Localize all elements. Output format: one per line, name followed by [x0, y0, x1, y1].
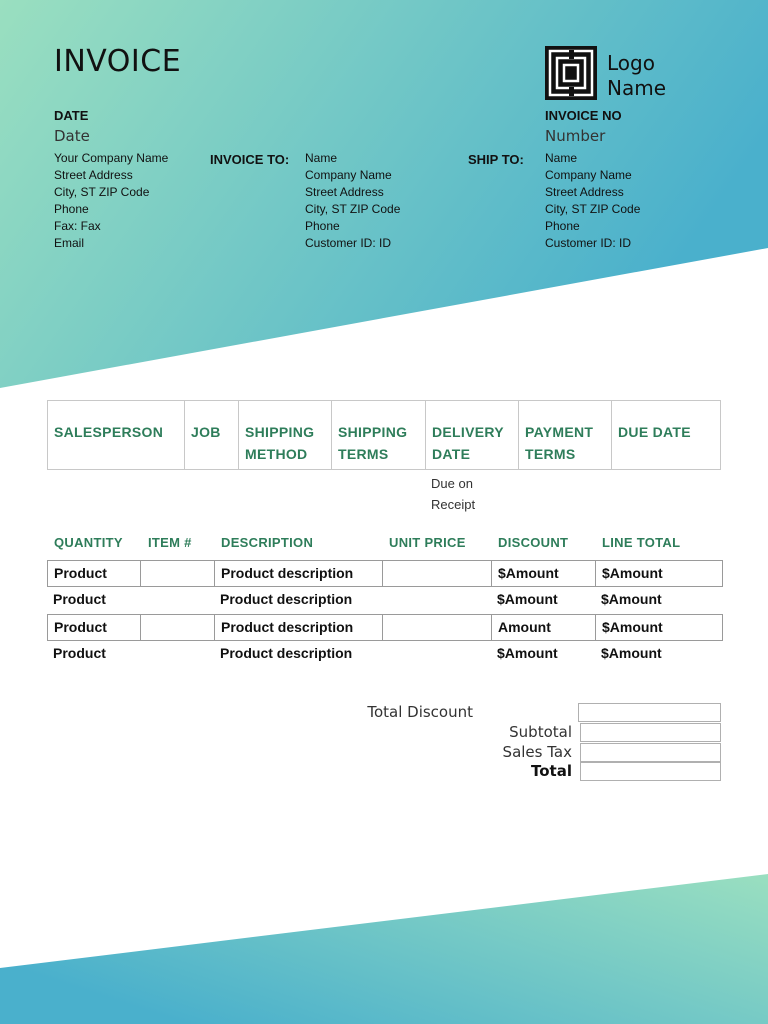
- row-line-total: $Amount: [602, 565, 663, 581]
- ship-to-city: City, ST ZIP Code: [545, 202, 641, 216]
- order-info-table: [47, 400, 721, 470]
- row-unit-price: [382, 641, 491, 666]
- info-header-shipping-method: SHIPPING METHOD: [239, 401, 332, 469]
- row-discount: $Amount: [497, 591, 558, 607]
- total-label: Total: [531, 762, 572, 780]
- items-header-description: DESCRIPTION: [221, 535, 314, 550]
- table-row: [47, 560, 723, 587]
- row-description: Product description: [215, 615, 383, 640]
- invoice-to-city: City, ST ZIP Code: [305, 202, 401, 216]
- table-row: [47, 587, 723, 614]
- bottom-gradient-band: [0, 874, 768, 1024]
- row-item-number: [140, 587, 214, 612]
- logo-maze-icon: [545, 46, 597, 100]
- ship-to-phone: Phone: [545, 219, 580, 233]
- table-row: [47, 614, 723, 641]
- row-quantity: Product: [48, 615, 141, 640]
- date-value: Date: [54, 127, 90, 145]
- info-header-salesperson: SALESPERSON: [48, 401, 185, 469]
- company-email: Email: [54, 236, 85, 250]
- row-item-number: [141, 561, 215, 586]
- page-title: INVOICE: [54, 44, 182, 79]
- row-line-total: $Amount: [601, 645, 662, 661]
- company-name: Your Company Name: [54, 151, 169, 165]
- row-line-total: $Amount: [601, 591, 662, 607]
- row-description: Product description: [215, 561, 383, 586]
- payment-terms-value: Due on Receipt: [431, 476, 476, 512]
- company-street: Street Address: [54, 168, 133, 182]
- row-unit-price: [382, 587, 491, 612]
- date-label: DATE: [54, 108, 89, 123]
- row-quantity: Product: [53, 645, 106, 661]
- row-discount: $Amount: [497, 645, 558, 661]
- company-phone: Phone: [54, 202, 89, 216]
- subtotal-label: Subtotal: [509, 723, 572, 741]
- items-header-unit-price: UNIT PRICE: [389, 535, 466, 550]
- total-value: [580, 762, 721, 781]
- table-row: [47, 641, 723, 668]
- row-quantity: Product: [53, 591, 106, 607]
- sales-tax-value: [580, 743, 721, 762]
- ship-to-name: Name: [545, 151, 578, 165]
- total-discount-value: [578, 703, 721, 722]
- items-header-item-number: ITEM #: [148, 535, 192, 550]
- ship-to-label: SHIP TO:: [468, 152, 524, 167]
- invoice-no-label: INVOICE NO: [545, 108, 622, 123]
- invoice-no-value: Number: [545, 127, 606, 145]
- ship-to-street: Street Address: [545, 185, 624, 199]
- row-discount: $Amount: [492, 561, 596, 586]
- info-header-due-date: DUE DATE: [618, 424, 691, 440]
- info-header-delivery-date: DELIVERY DATE: [426, 401, 519, 469]
- ship-to-block: [545, 150, 640, 252]
- row-description: Product description: [220, 591, 353, 607]
- total-discount-label: Total Discount: [367, 703, 473, 721]
- invoice-to-block: [305, 150, 400, 252]
- row-item-number: [141, 615, 215, 640]
- logo-name: [607, 51, 666, 101]
- items-header-line-total: LINE TOTAL: [602, 535, 681, 550]
- info-header-payment-terms: PAYMENT TERMS: [519, 401, 612, 469]
- row-line-total: $Amount: [602, 619, 663, 635]
- invoice-to-company: Company Name: [305, 168, 392, 182]
- invoice-to-label: INVOICE TO:: [210, 152, 290, 167]
- company-fax: Fax: Fax: [54, 219, 101, 233]
- logo-line-2: Name: [607, 76, 667, 100]
- info-header-job: JOB: [185, 401, 239, 469]
- sales-tax-label: Sales Tax: [502, 743, 572, 761]
- invoice-to-phone: Phone: [305, 219, 340, 233]
- invoice-to-street: Street Address: [305, 185, 384, 199]
- row-discount: Amount: [492, 615, 596, 640]
- row-unit-price: [383, 615, 492, 640]
- info-header-shipping-terms: SHIPPING TERMS: [332, 401, 426, 469]
- row-quantity: Product: [48, 561, 141, 586]
- invoice-to-customer-id: Customer ID: ID: [305, 236, 392, 250]
- company-city: City, ST ZIP Code: [54, 185, 150, 199]
- company-address-block: [54, 150, 168, 252]
- ship-to-customer-id: Customer ID: ID: [545, 236, 632, 250]
- invoice-to-name: Name: [305, 151, 338, 165]
- logo-line-1: Logo: [607, 51, 655, 75]
- subtotal-value: [580, 723, 721, 742]
- ship-to-company: Company Name: [545, 168, 632, 182]
- row-unit-price: [383, 561, 492, 586]
- row-description: Product description: [220, 645, 353, 661]
- items-header-quantity: QUANTITY: [54, 535, 123, 550]
- items-header-discount: DISCOUNT: [498, 535, 569, 550]
- row-item-number: [140, 641, 214, 666]
